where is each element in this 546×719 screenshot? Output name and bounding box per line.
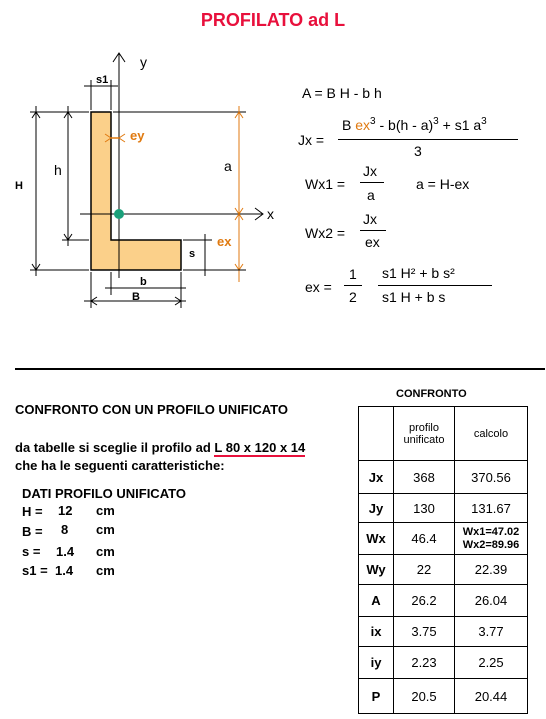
column-header-calcolo: calcolo xyxy=(455,407,528,461)
jx-formula-lhs: Jx = xyxy=(298,132,325,148)
page-title: PROFILATO ad L xyxy=(200,10,346,30)
dati-name-s: s = xyxy=(22,544,41,559)
cell-calcolo: 3.77 xyxy=(455,617,528,647)
ex-fraction-bar xyxy=(378,285,492,286)
profile-selection-line: da tabelle si sceglie il profilo ad L 80 x 120 x 14 xyxy=(15,440,306,455)
row-label: Jy xyxy=(359,494,394,523)
row-label: iy xyxy=(359,647,394,679)
comparison-heading: CONFRONTO CON UN PROFILO UNIFICATO xyxy=(15,402,288,417)
ex-formula-lhs: ex = xyxy=(305,279,332,295)
section-divider xyxy=(15,368,545,370)
B-dim-label: B xyxy=(132,291,140,303)
ex-denominator: s1 H + b s xyxy=(382,289,446,305)
wx2-numerator: Jx xyxy=(363,211,377,227)
dati-unit-H: cm xyxy=(96,503,115,518)
table-caption: CONFRONTO xyxy=(396,388,467,400)
wx1-denominator: a xyxy=(367,187,375,203)
table-row xyxy=(359,585,528,617)
row-label: A xyxy=(359,585,394,617)
dati-name-H: H = xyxy=(22,504,43,519)
row-label: Jx xyxy=(359,461,394,494)
cell-unificato: 22 xyxy=(394,555,455,585)
cell-unificato: 3.75 xyxy=(394,617,455,647)
wx2-denominator: ex xyxy=(365,234,380,250)
wx1-formula-lhs: Wx1 = xyxy=(305,176,346,192)
cell-calcolo: 131.67 xyxy=(455,494,528,523)
wx2-fraction-bar xyxy=(360,230,386,231)
table-header-row xyxy=(359,407,528,461)
column-header-unificato: profilo unificato xyxy=(394,407,455,461)
table-row xyxy=(359,679,528,714)
x-axis-label: x xyxy=(267,206,274,222)
H-dim-label: H xyxy=(15,180,23,192)
dati-value-H: 12 xyxy=(58,503,73,518)
table-row xyxy=(359,523,528,555)
dati-value-B: 8 xyxy=(61,522,69,537)
jx-formula-numerator: B $ex^3 - b(h - a)^3 + s1$ $a^3$ xyxy=(342,116,487,133)
s-dim-label: s xyxy=(189,248,196,260)
centroid-marker xyxy=(114,209,124,219)
dati-unit-B: cm xyxy=(96,522,115,537)
ex-half-fraction-bar xyxy=(344,285,362,286)
dati-name-B: B = xyxy=(22,524,43,539)
cell-calcolo: 370.56 xyxy=(455,461,528,494)
comparison-table xyxy=(358,406,528,714)
ex-label: ex xyxy=(217,234,232,249)
s1-dim-label: s1 xyxy=(96,74,109,86)
cell-calcolo: 20.44 xyxy=(455,679,528,714)
ex-half-denominator: 2 xyxy=(349,289,357,305)
characteristics-line: che ha le seguenti caratteristiche: xyxy=(15,458,225,473)
jx-formula-denominator: 3 xyxy=(414,143,422,159)
cell-unificato: 46.4 xyxy=(394,523,455,555)
cell-unificato: 20.5 xyxy=(394,679,455,714)
selected-profile: L 80 x 120 x 14 xyxy=(214,440,306,455)
dati-unit-s: cm xyxy=(96,544,115,559)
table-row xyxy=(359,494,528,523)
table-row xyxy=(359,617,528,647)
dati-title: DATI PROFILO UNIFICATO xyxy=(22,486,186,501)
y-axis-label: y xyxy=(140,54,147,70)
cell-calcolo: 26.04 xyxy=(455,585,528,617)
b-dim-label: b xyxy=(140,276,147,288)
wx2-formula-lhs: Wx2 = xyxy=(305,225,346,241)
cell-calcolo: 2.25 xyxy=(455,647,528,679)
dati-value-s: 1.4 xyxy=(56,544,75,559)
dati-unit-s1: cm xyxy=(96,563,115,578)
jx-fraction-bar xyxy=(338,139,518,140)
a-definition: a = H-ex xyxy=(416,176,470,192)
wx1-numerator: Jx xyxy=(363,163,377,179)
h-dim-label: h xyxy=(54,162,62,178)
cell-unificato: 368 xyxy=(394,461,455,494)
wx1-fraction-bar xyxy=(360,182,384,183)
row-label: ix xyxy=(359,617,394,647)
a-dim-label: a xyxy=(224,158,232,174)
dati-value-s1: 1.4 xyxy=(55,563,74,578)
table-row xyxy=(359,555,528,585)
table-row xyxy=(359,461,528,494)
cell-unificato: 26.2 xyxy=(394,585,455,617)
cell-unificato: 2.23 xyxy=(394,647,455,679)
ex-half-numerator: 1 xyxy=(349,266,357,282)
cell-calcolo-wx: Wx1=47.02 Wx2=89.96 xyxy=(455,523,528,555)
area-formula: A = B H - b h xyxy=(302,85,382,101)
row-label: Wy xyxy=(359,555,394,585)
dati-name-s1: s1 = xyxy=(22,563,48,578)
ey-label: ey xyxy=(130,128,145,143)
row-label: Wx xyxy=(359,523,394,555)
row-label: P xyxy=(359,679,394,714)
table-row xyxy=(359,647,528,679)
cell-calcolo: 22.39 xyxy=(455,555,528,585)
ex-numerator: s1 H² + b s² xyxy=(382,265,455,281)
cell-unificato: 130 xyxy=(394,494,455,523)
